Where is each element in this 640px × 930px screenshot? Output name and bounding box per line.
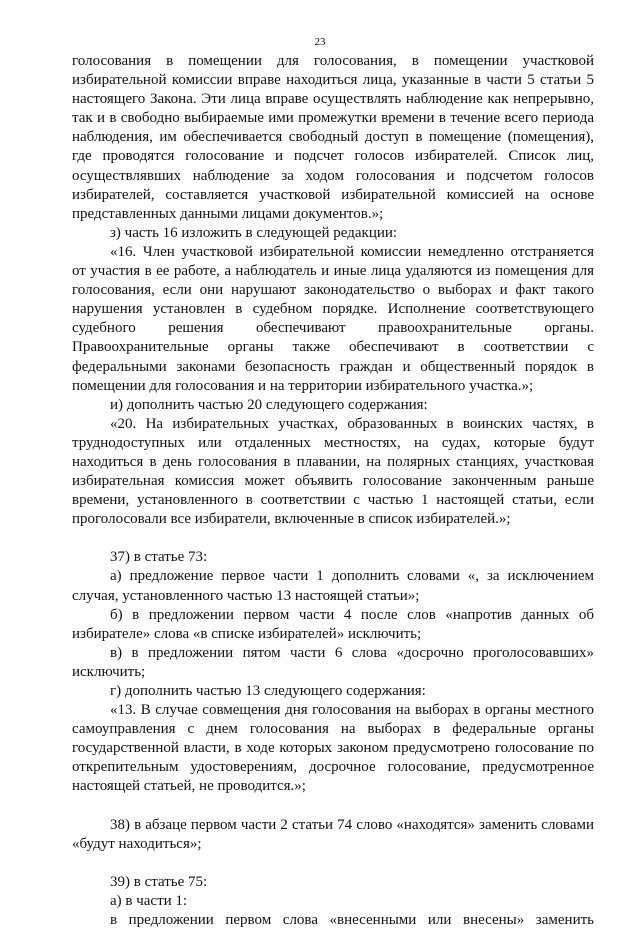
paragraph-part-16: «16. Член участковой избирательной комиссии немедленно отстраняется от участия в ее работе, а наблюдатель и иные лица удаляются из помещения для голосования, если они нарушают законодательство о выборах и факт такого нарушения установлен в судебном порядке. Исполнение соответствующего судебного решения обеспечивают правоохранительные органы. Правоохранительные органы также обеспечивают в соответствии с федеральными законами безопасность граждан и общественный порядок в помещении для голосования и на территории избирательного участка.»; xyxy=(72,243,594,394)
paragraph-continuation: голосования в помещении для голосования, в помещении участковой избирательной комиссии вправе находиться лица, указанные в части 5 статьи 5 настоящего Закона. Эти лица вправе осуществлять наблюдение как непрерывно, так и в свободно выбираемые ими промежутки времени в течение всего периода наблюдения, им обеспечивается свободный доступ в помещение (помещения), где проводятся голосование и подсчет голосов избирателей. Список лиц, осуществлявших наблюдение за ходом голосования и подсчетом голосов избирателей, составляется участковой избирательной комиссией на основе представленных данными лицами документов.»; xyxy=(72,53,594,222)
paragraph-part-20: «20. На избирательных участках, образованных в воинских частях, в труднодоступных или отдаленных местностях, на судах, которые будут находиться в день голосования в плавании, на полярных станциях, участковая избирательная комиссия может объявить голосование законченным раньше времени, установленного в соответствии с частью 1 настоящей статьи, если проголосовали все избиратели, включенные в список избирателей.»; xyxy=(72,415,594,528)
page-number: 23 xyxy=(314,36,326,48)
paragraph-item-39: 39) в статье 75: xyxy=(110,873,208,890)
paragraph-item-z: з) часть 16 изложить в следующей редакции: xyxy=(110,224,398,241)
paragraph-part-13: «13. В случае совмещения дня голосования на выборах в органы местного самоуправления с днем голосования на выборах в федеральные органы государственной власти, в ходе которых законом предусмотрено голосование по открепительным удостоверениям, досрочное голосование, предусмотренное настоящей статьей, не проводится.»; xyxy=(72,702,594,795)
paragraph-item-a: а) предложение первое части 1 дополнить словами «, за исключением случая, установленного частью 13 настоящей статьи»; xyxy=(72,568,594,604)
paragraph-item-39-a: а) в части 1: xyxy=(110,892,188,909)
paragraph-item-37: 37) в статье 73: xyxy=(110,549,208,566)
paragraph-item-b: б) в предложении первом части 4 после слов «напротив данных об избирателе» слова «в списке избирателей» исключить; xyxy=(72,606,594,642)
paragraph-item-v: в) в предложении пятом части 6 слова «досрочно проголосовавших» исключить; xyxy=(72,644,594,680)
paragraph-item-g: г) дополнить частью 13 следующего содержания: xyxy=(110,683,426,699)
paragraph-item-38: 38) в абзаце первом части 2 статьи 74 слово «находятся» заменить словами «будут находиться»; xyxy=(72,816,594,852)
paragraph-sentence-first: в предложении первом слова «внесенными или внесены» заменить xyxy=(110,911,594,928)
document-body xyxy=(72,52,594,930)
paragraph-item-i: и) дополнить частью 20 следующего содержания: xyxy=(110,396,428,413)
